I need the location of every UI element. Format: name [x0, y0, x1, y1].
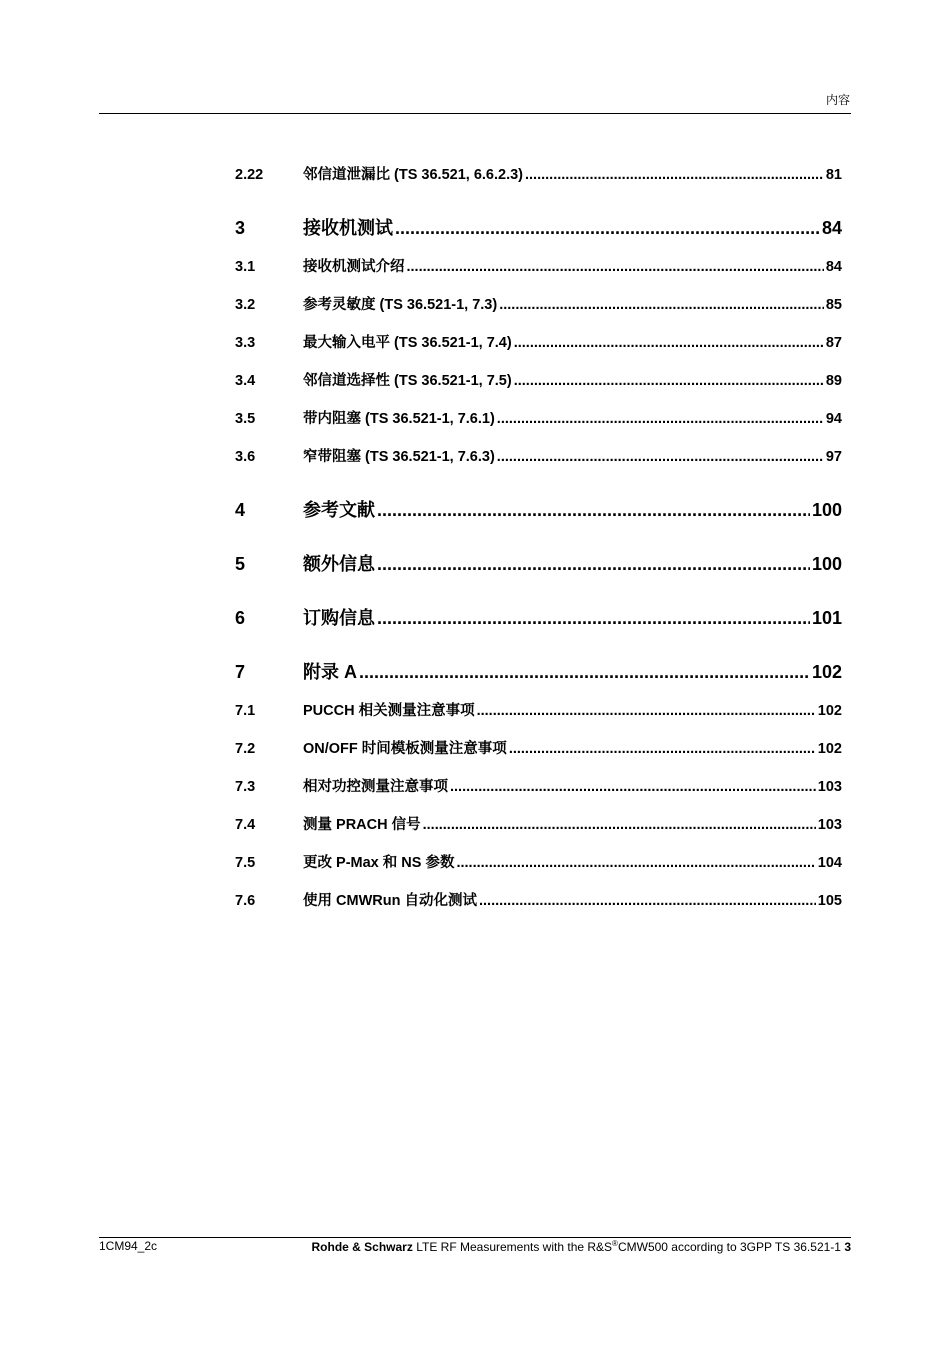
toc-entry-page: 84	[821, 218, 842, 238]
toc-dot-leader	[477, 703, 816, 719]
toc-entry-number: 6	[235, 608, 246, 628]
footer-page-number: 3	[844, 1240, 851, 1254]
toc-dot-leader	[514, 335, 824, 351]
toc-entry-number: 7.5	[235, 855, 256, 871]
toc-entry-title: 使用 CMWRun 自动化测试	[303, 893, 477, 909]
toc-dot-leader	[525, 167, 824, 183]
toc-entry[interactable]	[235, 737, 842, 758]
footer-text-after: CMW500 according to 3GPP TS 36.521-1	[617, 1240, 841, 1254]
toc-entry-number: 3.6	[235, 449, 256, 465]
toc-entry-number: 3.1	[235, 259, 256, 275]
toc-entry-title: 接收机测试介绍	[303, 259, 405, 275]
toc-entry-page: 103	[817, 779, 842, 795]
toc-dot-leader	[407, 259, 824, 275]
toc-entry[interactable]	[235, 851, 842, 872]
toc-entry-number: 7.3	[235, 779, 256, 795]
toc-entry-number: 7.1	[235, 703, 256, 719]
toc-entry[interactable]	[235, 255, 842, 276]
toc-entry-title: 测量 PRACH 信号	[303, 817, 421, 833]
toc-entry-number: 7	[235, 662, 246, 682]
toc-entry-page: 103	[817, 817, 842, 833]
footer-divider	[99, 1237, 851, 1238]
toc-entry-page: 94	[825, 411, 842, 427]
toc-dot-leader	[395, 218, 820, 239]
footer-doc-id: 1CM94_2c	[99, 1239, 158, 1253]
toc-entry[interactable]	[235, 496, 842, 522]
toc-dot-leader	[450, 779, 816, 795]
toc-entry[interactable]	[235, 214, 842, 240]
toc-entry-number: 7.6	[235, 893, 256, 909]
toc-entry[interactable]	[235, 604, 842, 630]
toc-entry-title: 最大输入电平 (TS 36.521-1, 7.4)	[303, 335, 512, 351]
toc-dot-leader	[377, 554, 810, 575]
toc-entry-title: PUCCH 相关测量注意事项	[303, 703, 475, 719]
toc-dot-leader	[497, 449, 824, 465]
toc-entry[interactable]	[235, 775, 842, 796]
toc-dot-leader	[497, 411, 824, 427]
toc-entry-page: 102	[817, 741, 842, 757]
toc-entry[interactable]	[235, 369, 842, 390]
toc-dot-leader	[377, 608, 810, 629]
footer-registered-mark: ®	[612, 1239, 618, 1248]
footer-company: Rohde & Schwarz	[311, 1240, 413, 1254]
footer-text-before: LTE RF Measurements with the R&S	[416, 1240, 613, 1254]
page-header-title: 内容	[825, 93, 850, 107]
toc-entry-title: 接收机测试	[303, 218, 393, 238]
toc-entry[interactable]	[235, 163, 842, 184]
toc-entry-number: 3.4	[235, 373, 256, 389]
toc-entry-page: 100	[811, 500, 842, 520]
toc-dot-leader	[479, 893, 816, 909]
toc-entry-page: 87	[825, 335, 842, 351]
toc-entry-number: 4	[235, 500, 246, 520]
footer-title	[312, 1239, 852, 1254]
toc-entry-number: 3.3	[235, 335, 256, 351]
toc-entry-title: 带内阻塞 (TS 36.521-1, 7.6.1)	[303, 411, 495, 427]
toc-entry-title: 窄带阻塞 (TS 36.521-1, 7.6.3)	[303, 449, 495, 465]
toc-entry[interactable]	[235, 813, 842, 834]
toc-entry-page: 84	[825, 259, 842, 275]
toc-entry-page: 101	[811, 608, 842, 628]
toc-entry-title: 参考文献	[303, 500, 375, 520]
toc-entry-page: 100	[811, 554, 842, 574]
toc-entry-number: 3.2	[235, 297, 256, 313]
toc-entry-number: 5	[235, 554, 246, 574]
toc-entry-page: 85	[825, 297, 842, 313]
toc-entry-number: 7.2	[235, 741, 256, 757]
toc-entry-page: 102	[817, 703, 842, 719]
toc-entry-title: 更改 P-Max 和 NS 参数	[303, 855, 455, 871]
header-divider	[99, 113, 851, 114]
toc-entry[interactable]	[235, 550, 842, 576]
toc-entry-page: 97	[825, 449, 842, 465]
toc-dot-leader	[509, 741, 816, 757]
toc-dot-leader	[514, 373, 824, 389]
toc-dot-leader	[359, 662, 810, 683]
toc-entry[interactable]	[235, 293, 842, 314]
toc-entry-page: 105	[817, 893, 842, 909]
toc-dot-leader	[423, 817, 816, 833]
page-footer	[99, 1239, 851, 1254]
toc-entry-title: 参考灵敏度 (TS 36.521-1, 7.3)	[303, 297, 498, 313]
toc-entry-title: 相对功控测量注意事项	[303, 779, 448, 795]
toc-entry-number: 3	[235, 218, 246, 238]
toc-dot-leader	[456, 855, 815, 871]
toc-entry[interactable]	[235, 407, 842, 428]
toc-entry-number: 2.22	[235, 167, 264, 183]
toc-entry-title: 订购信息	[303, 608, 375, 628]
toc-dot-leader	[377, 500, 810, 521]
toc-entry[interactable]	[235, 889, 842, 910]
toc-entry[interactable]	[235, 331, 842, 352]
toc-dot-leader	[499, 297, 824, 313]
toc-entry-page: 81	[825, 167, 842, 183]
toc-entry[interactable]	[235, 658, 842, 684]
toc-entry-title: 邻信道泄漏比 (TS 36.521, 6.6.2.3)	[303, 167, 523, 183]
toc-entry-page: 102	[811, 662, 842, 682]
toc-entry-number: 3.5	[235, 411, 256, 427]
toc-entry-title: 额外信息	[303, 554, 375, 574]
toc-entry-page: 104	[817, 855, 842, 871]
toc-entry-title: 邻信道选择性 (TS 36.521-1, 7.5)	[303, 373, 512, 389]
toc-entry[interactable]	[235, 445, 842, 466]
toc-entry-title: ON/OFF 时间模板测量注意事项	[303, 741, 507, 757]
toc-entry-page: 89	[825, 373, 842, 389]
toc-entry-number: 7.4	[235, 817, 256, 833]
toc-entry[interactable]	[235, 699, 842, 720]
toc-entry-title: 附录 A	[303, 662, 357, 682]
